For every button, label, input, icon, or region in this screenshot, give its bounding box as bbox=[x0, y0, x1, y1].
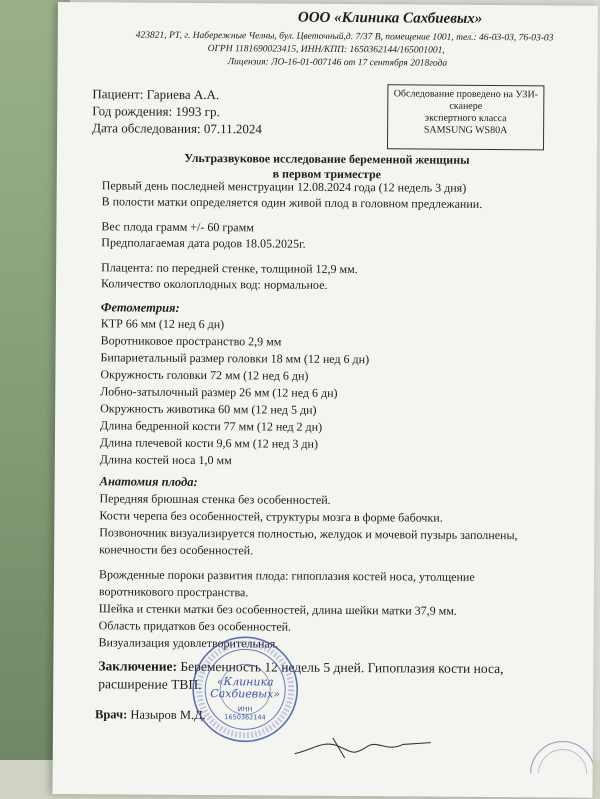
defects-line: воротникового пространства. bbox=[98, 584, 249, 600]
equipment-line: экспертного класса bbox=[424, 112, 507, 125]
defects-line: Область придатков без особенностей. bbox=[98, 618, 292, 634]
doctor-signature bbox=[293, 732, 433, 763]
finding-due-date: Предполагаемая дата родов 18.05.2025г. bbox=[101, 235, 306, 251]
stamp-line-4: 1650362144 bbox=[224, 713, 266, 722]
anatomy-line: Кости черепа без особенностей, структуры мозга в форме бабочки. bbox=[99, 508, 443, 525]
defects-line: Врожденные пороки развития плода: гипоплазия костей носа, утолщение bbox=[98, 567, 475, 584]
clinic-registration: ОГРН 1181690023415, ИНН/КПП: 1650362144/165001001, bbox=[207, 44, 445, 56]
stamp-line-2: Сахбиевых» bbox=[210, 687, 281, 701]
doctor-signature-line bbox=[95, 707, 206, 723]
clinic-address: 423821, РТ, г. Набережные Челны, бул. Цветочный,д. 7/37 В, помещение 1001, тел.: 46-03-03, 76-03-03 bbox=[135, 30, 554, 44]
finding-weight: Вес плода грамм +/- 60 грамм bbox=[101, 219, 254, 235]
clinic-name: ООО «Клиника Сахбиевых» bbox=[297, 9, 483, 27]
report-subtitle: в первом триместре bbox=[272, 166, 382, 182]
anatomy-line: Передняя брюшная стенка без особенностей. bbox=[99, 491, 331, 507]
fetometry-item: Бипариетальный размер головки 18 мм (12 нед 6 дн) bbox=[100, 350, 370, 367]
fetometry-item: Окружность животика 60 мм (12 нед 5 дн) bbox=[100, 401, 317, 417]
equipment-line: Обследование проведено на УЗИ- bbox=[393, 88, 539, 101]
equipment-box bbox=[387, 84, 544, 150]
equipment-line: SAMSUNG WS80A bbox=[423, 124, 508, 137]
fetometry-item: Длина плечевой кости 9,6 мм (12 нед 3 дн) bbox=[99, 435, 319, 451]
exam-date: Дата обследования: 07.11.2024 bbox=[92, 120, 262, 137]
anatomy-line: конечности без особенностей. bbox=[99, 542, 254, 558]
partial-stamp bbox=[523, 733, 593, 773]
doctor-label: Врач: bbox=[94, 707, 128, 722]
defects-line: Шейка и стенки матки без особенностей, длина шейки матки 37,9 мм. bbox=[98, 601, 457, 618]
fetometry-item: Длина бедренной кости 77 мм (12 нед 2 дн) bbox=[99, 418, 323, 434]
finding-fluid: Количество околоплодных вод: нормальное. bbox=[100, 276, 328, 292]
clinic-stamp bbox=[191, 635, 300, 744]
patient-birth-year: Год рождения: 1993 гр. bbox=[92, 103, 220, 120]
anatomy-line: Позвоночник визуализируется полностью, желудок и мочевой пузырь заполнены, bbox=[99, 525, 518, 543]
equipment-line: сканере bbox=[449, 100, 483, 112]
fetometry-item: Лобно-затылочный размер 26 мм (12 нед 6 дн) bbox=[100, 384, 338, 400]
finding-placenta: Плацента: по передней стенке, толщиной 12,9 мм. bbox=[101, 260, 358, 277]
defects-line: Визуализация удовлетворительная. bbox=[98, 635, 279, 651]
fetometry-heading: Фетометрия: bbox=[100, 300, 180, 315]
doctor-name: Назыров М.Д. bbox=[127, 707, 206, 723]
report-title: Ультразвуковое исследование беременной женщины bbox=[184, 150, 470, 167]
conclusion-text: Беременность 12 недель 5 дней. Гипоплазия кости носа, bbox=[177, 658, 504, 677]
clinic-license: Лицензия: ЛО-16-01-007146 от 17 сентября 2018года bbox=[227, 57, 448, 69]
conclusion-label: Заключение: bbox=[98, 658, 178, 674]
anatomy-heading: Анатомия плода: bbox=[99, 474, 198, 489]
conclusion-text-2: расширение ТВП. bbox=[98, 676, 202, 693]
fetometry-item: Воротниковое пространство 2,9 мм bbox=[100, 333, 282, 349]
stamp-line-1: «Клиника bbox=[216, 675, 274, 689]
patient-name: Пациент: Гариева А.А. bbox=[92, 86, 220, 103]
fetometry-item: КТР 66 мм (12 нед 6 дн) bbox=[100, 316, 225, 332]
fetometry-item: Длина костей носа 1,0 мм bbox=[99, 452, 232, 468]
stamp-line-3: ИНН bbox=[237, 705, 253, 714]
fetometry-item: Окружность головки 72 мм (12 нед 6 дн) bbox=[100, 367, 309, 383]
finding-lmp: Первый день последней менструации 12.08.2024 года (12 недель 3 дня) bbox=[101, 178, 467, 195]
finding-uterus: В полости матки определяется один живой плод в головном предлежании. bbox=[101, 194, 483, 211]
document-page bbox=[52, 2, 598, 798]
conclusion bbox=[98, 658, 503, 677]
